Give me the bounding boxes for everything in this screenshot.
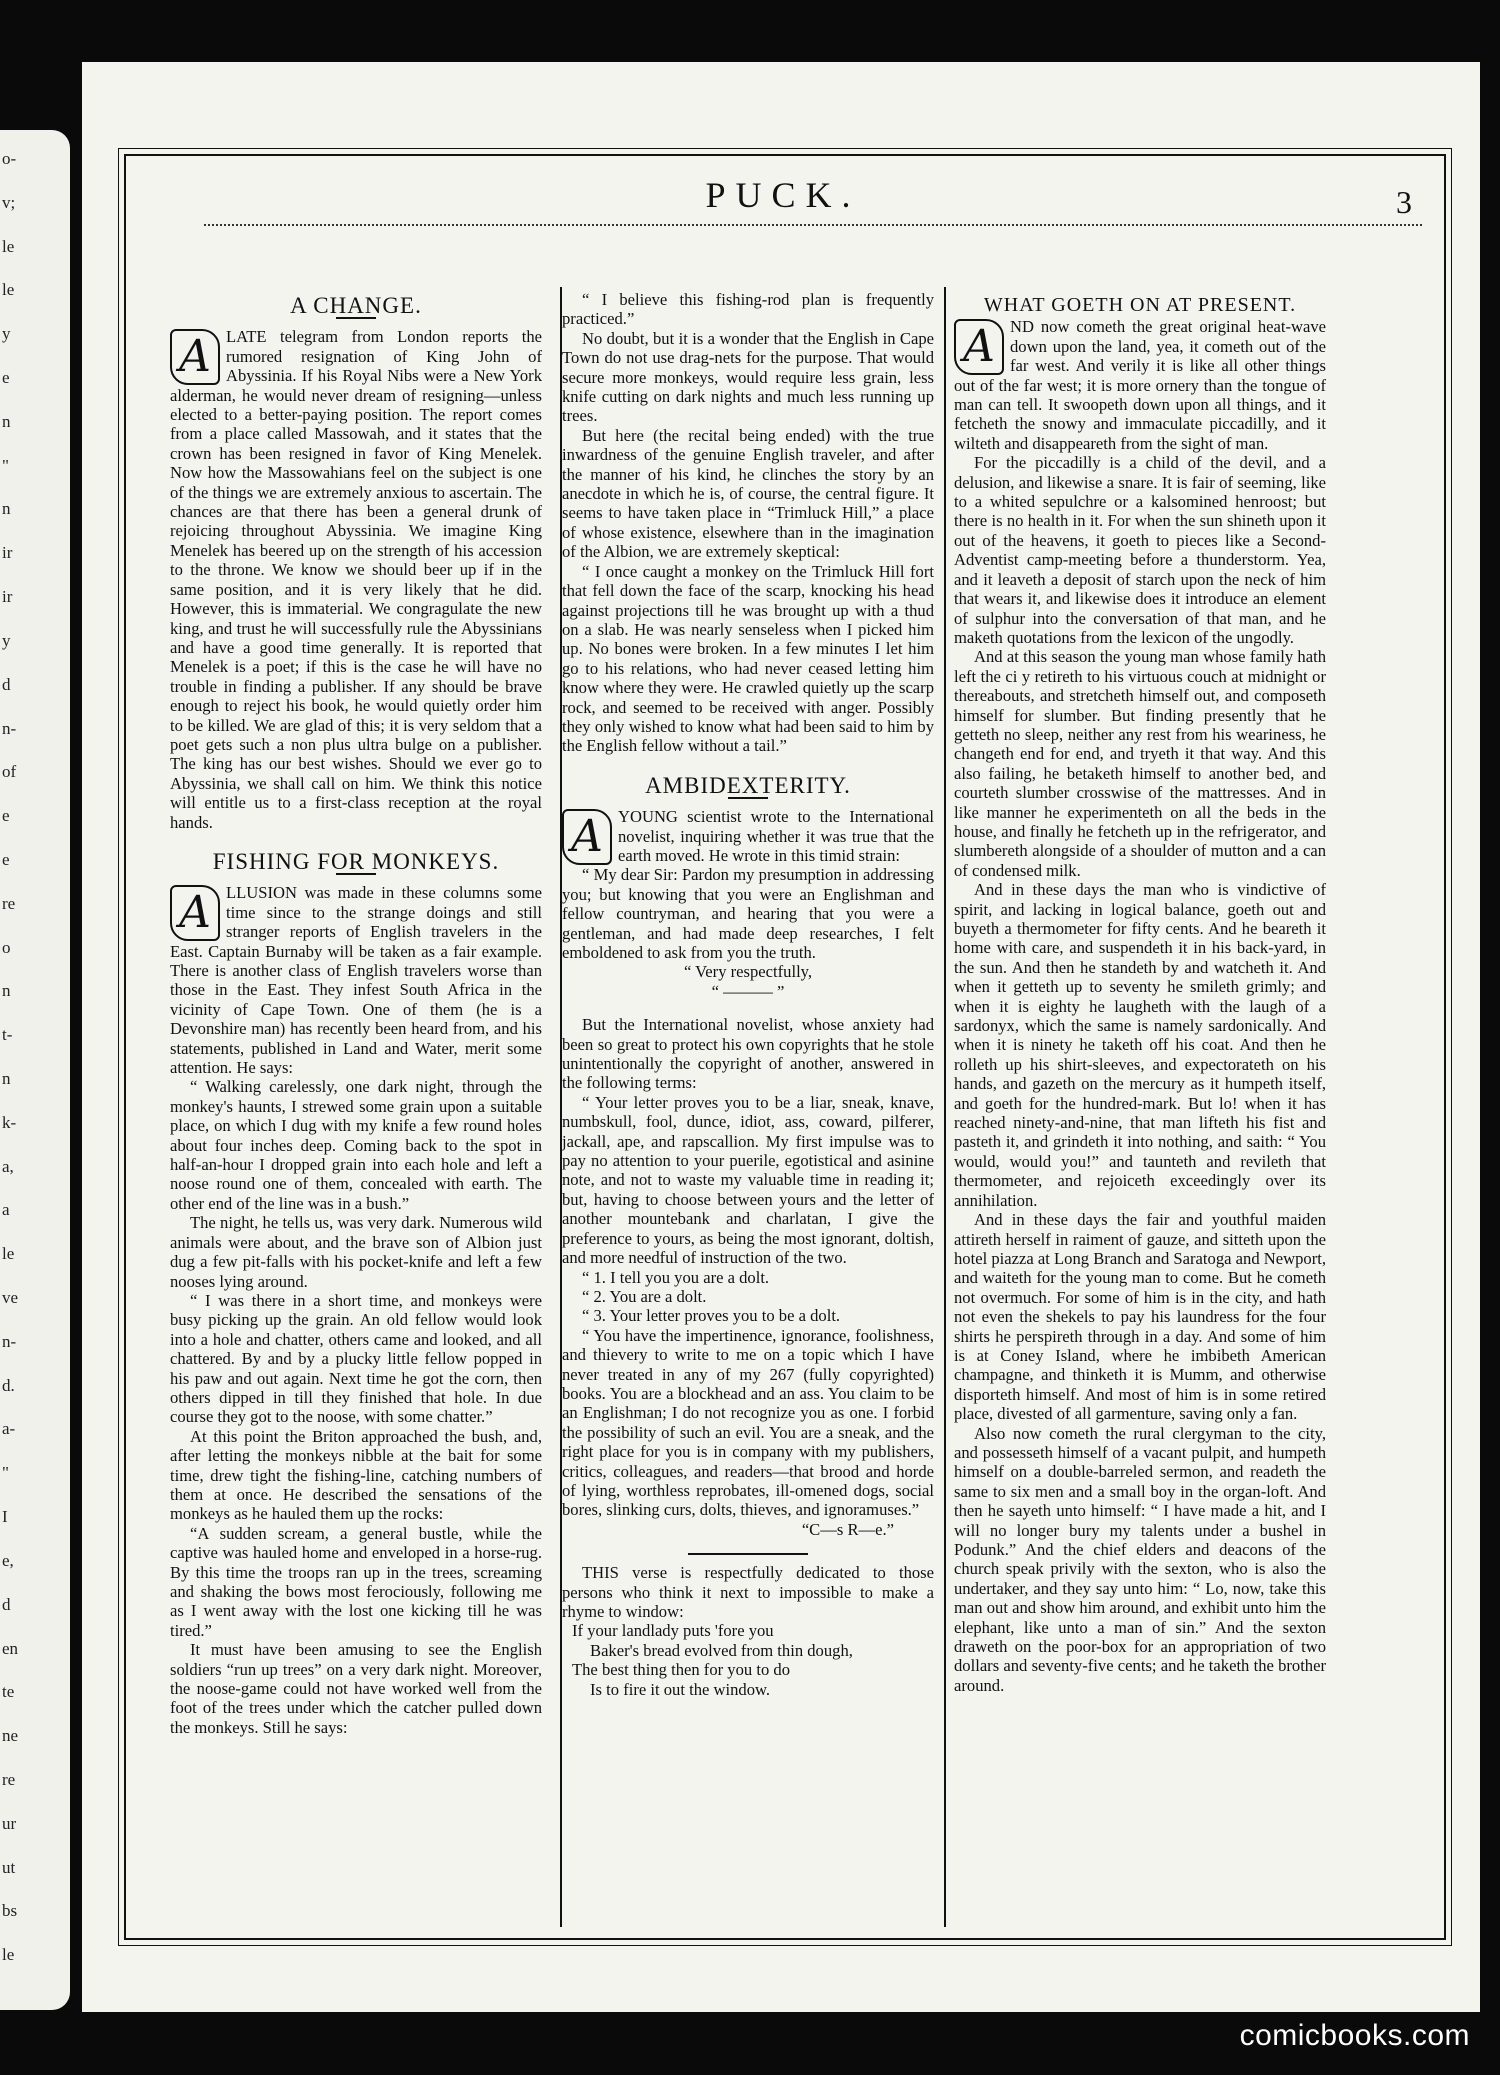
article-paragraph: ND now cometh the great original heat-wave down upon the land, yea, it cometh out of the far west. And verily it is like all other things out of the far west; it is more ornery than the tongue of man can tell. It swoopeth down upon all things, and it fetcheth the snowy and immaculate piccadilly, and it wilteth and disappeareth from the sight of man. bbox=[954, 317, 1326, 453]
article-title-goeth: WHAT GOETH ON AT PRESENT. bbox=[983, 294, 1297, 316]
header-rule bbox=[204, 224, 1422, 226]
adjacent-page-fragment: y bbox=[2, 630, 11, 650]
adjacent-page-fragment: v; bbox=[2, 192, 16, 212]
article-paragraph: The night, he tells us, was very dark. Numerous wild animals were about, and the brave son of Albion just dug a few pit-falls with his pocket-knife and left a few nooses lying around. bbox=[170, 1213, 542, 1291]
newspaper-page bbox=[82, 62, 1480, 2012]
adjacent-page-fragment: e bbox=[2, 368, 10, 388]
adjacent-page-fragment: le bbox=[2, 280, 15, 300]
article-paragraph: “ Your letter proves you to be a liar, sneak, knave, numbskull, fool, dunce, idiot, ass, coward, pilferer, jackall, ape, and rapscallion. My first impulse was to pay no attention to your puerile, egotistical and asinine note, and not to waste my valuable time in reading it; but, having to choose between yours and the letter of another mountebank and charlatan, I give the preference to yours, as being the most ignorant, doltish, and more needful of instruction of the two. bbox=[562, 1092, 934, 1268]
column-2 bbox=[552, 290, 944, 1910]
article-paragraph: “ I was there in a short time, and monkeys were busy picking up the grain. An old fellow would look into a hole and chatter, others came and looked, and all chattered. By and by a plucky little fellow popped in his paw and out again. Next time he got the corn, then others dipped in till they finished that hole. In due course they got to the noose, with some chatter.” bbox=[170, 1290, 542, 1427]
adjacent-page-fragment: ur bbox=[2, 1813, 17, 1833]
adjacent-page-fragment: " bbox=[2, 1463, 9, 1483]
adjacent-page-fragment: a, bbox=[2, 1156, 14, 1176]
adjacent-page-edge bbox=[0, 130, 70, 2010]
letter-closing: “ Very respectfully, bbox=[683, 962, 813, 982]
verse-intro: THIS verse is respectfully dedicated to those persons who think it next to impossible to make a rhyme to window: bbox=[562, 1563, 934, 1621]
verse-line: Baker's bread evolved from thin dough, bbox=[590, 1640, 853, 1660]
adjacent-page-fragment: n bbox=[2, 499, 11, 519]
adjacent-page-fragment: n bbox=[2, 411, 11, 431]
adjacent-page-fragment: a- bbox=[2, 1419, 16, 1439]
adjacent-page-fragment: of bbox=[2, 762, 17, 782]
adjacent-page-fragment: en bbox=[2, 1638, 19, 1658]
verse-line: Is to fire it out the window. bbox=[590, 1679, 771, 1699]
page-number: 3 bbox=[1396, 184, 1412, 220]
article-paragraph: “ I once caught a monkey on the Trimluck Hill fort that fell down the face of the scarp, knocking his head against projections till he was brought up with a thud on a slab. He was nearly senseless when I picked him up. No bones were broken. In a few minutes I let him go to his relations, who had never ceased letting him know where they were. He crawled quietly up the scarp rock, and seemed to be received with anger. Possibly they only wished to know what had been said to him by the English fellow without a tail.” bbox=[562, 561, 934, 756]
adjacent-page-fragment: re bbox=[2, 893, 16, 913]
article-paragraph: “ You have the impertinence, ignorance, foolishness, and thievery to write to me on a topic which I have never treated in any of my 267 (fully copyrighted) books. You are a blockhead and an ass. You claim to be an Englishman; I do not recognize you as one. I forbid the possibility of such an evil. You are a sneak, and the right place for you is in company with my publishers, critics, colleagues, and readers—that brood and horde of lying, worthless reprobates, ill-omened dogs, social bores, slinking curs, dolts, thieves, and ignoramuses.” bbox=[562, 1325, 934, 1520]
article-paragraph: “ I believe this fishing-rod plan is frequently practiced.” bbox=[562, 290, 934, 329]
adjacent-page-fragment: n- bbox=[2, 718, 17, 738]
verse-line: If your landlady puts 'fore you bbox=[572, 1621, 774, 1641]
article-paragraph: “ 2. You are a dolt. bbox=[582, 1286, 707, 1306]
adjacent-page-fragment: I bbox=[2, 1507, 8, 1527]
article-paragraph: “ Walking carelessly, one dark night, through the monkey's haunts, I strewed some grain upon a suitable place, on which I dug with my knife a few round holes about four inches deep. Coming back to the spot in half-an-hour I dropped grain into each hole and left a noose round one of them, concealed with earth. The other end of the line was in a bush.” bbox=[170, 1077, 542, 1213]
article-paragraph: LATE telegram from London reports the rumored resignation of King John of Abyssinia. If his Royal Nibs were a New York alderman, he would never dream of resigning—unless elected to a better-paying position. The report comes from a place called Massowah, and it states that the crown has been resigned in favor of King Menelek. Now how the Massowahians feel on the subject is one of the things we are extremely anxious to ascertain. The chances are that there has been a general drunk of rejoicing throughout Abyssinia. We imagine King Menelek has beered up on the strength of his accession to the throne. We know we should beer up if in the same position, and it is very likely that he did. However, this is immaterial. We congragulate the new king, and trust he will successfully rule the Abyssinians and have a good time generally. It is reported that Menelek is a poet; if this is the case he will have no trouble in finding a publisher. If any should be brave enough to reject his book, he would quietly order him to be killed. We are glad of this; it is very seldom that a poet gets such a non plus ultra bulge on a publisher. The king has our best wishes. Should we ever go to Abyssinia, we shall call on him. We think this notice will entitle us to a first-class reception at the royal hands. bbox=[170, 327, 542, 832]
article-paragraph: LLUSION was made in these columns some time since to the strange doings and still stranger reports of English travelers in the East. Captain Burnaby will be taken as a fair example. There is another class of English travelers worse than those in the East. They infest South Africa in the vicinity of Cape Town. One of them (he is a Devonshire man) has recently been heard from, and his statements, published in Land and Water, merit some attention. He says: bbox=[170, 883, 542, 1078]
adjacent-page-fragment: te bbox=[2, 1682, 15, 1702]
article-paragraph: “A sudden scream, a general bustle, while the captive was hauled home and enveloped in a horse-rug. By this time the troops ran up in the trees, screaming and shaking the bows most ferociously, following me as I went away with the lost one kicking till he was tired.” bbox=[170, 1523, 542, 1640]
article-paragraph: But here (the recital being ended) with the true inwardness of the genuine English traveler, and after the manner of his kind, he clinches the story by an anecdote in which he is, of course, the central figure. It seems to have taken place in “Trimluck Hill,” a place of whose existence, elsewhere than in the imagination of the Albion, we are extremely skeptical: bbox=[562, 425, 934, 562]
article-title-ambidexterity: AMBIDEXTERITY. bbox=[645, 772, 851, 798]
adjacent-page-fragment: d. bbox=[2, 1375, 15, 1395]
adjacent-page-fragment: bs bbox=[2, 1901, 18, 1921]
adjacent-page-fragment: y bbox=[2, 324, 11, 344]
article-title-monkeys: FISHING FOR MONKEYS. bbox=[212, 848, 500, 874]
dropcap: A bbox=[562, 809, 612, 865]
watermark: comicbooks.com bbox=[1239, 2019, 1470, 2052]
adjacent-page-fragment: le bbox=[2, 1244, 15, 1264]
adjacent-page-fragment: e bbox=[2, 849, 10, 869]
adjacent-page-fragment: ve bbox=[2, 1288, 19, 1308]
adjacent-page-fragment: o- bbox=[2, 149, 17, 168]
letter-text: “ My dear Sir: Pardon my presumption in addressing you; but knowing that you were an Englishman and fellow countryman, and hearing that you were a gentleman, and had made deep researches, I felt emboldened to ask from you the truth. bbox=[562, 865, 934, 962]
adjacent-page-fragment: le bbox=[2, 236, 15, 256]
adjacent-page-fragment: ut bbox=[2, 1857, 16, 1877]
dropcap: A bbox=[170, 329, 220, 385]
article-paragraph: For the piccadilly is a child of the devil, and a delusion, and likewise a snare. It is fair of seeming, like to a whited sepulchre or a kalsomined henroost; but there is no health in it. For when the sun shineth upon it out of the heavens, it goeth to pieces like a Second-Adventist camp-meeting before a thunderstorm. Yea, and it leaveth a deposit of starch upon the neck of him that wears it, and likewise does it introduce an element of sulphur into the conversation of that man, and he maketh quotations from the lexicon of the ungodly. bbox=[954, 453, 1326, 647]
adjacent-page-fragment: n bbox=[2, 981, 11, 1001]
adjacent-page-fragment: e bbox=[2, 806, 10, 826]
article-paragraph: YOUNG scientist wrote to the International novelist, inquiring whether it was true that the earth moved. He wrote in this timid strain: bbox=[618, 807, 934, 865]
article-paragraph: And in these days the man who is vindictive of spirit, and lacking in logical balance, goeth out and buyeth a thermometer for fifty cents. And he beareth it home with care, and suspendeth it in his back-yard, in the sun. And then he standeth by and watcheth it. And when it getteth up to seventy he smileth grimly; and when it is eighty he laugheth with the laugh of a sardonyx, which the same is namely sardonically. And when it is ninety he taketh off his coat. And then he rolleth up his shirt-sleeves, and expectorateth on his hands, and gazeth on the mercury as it humpeth itself, and goeth for the hundred-mark. But lo! when it has reached ninety-and-nine, that man lifteth his fist and pasteth it, and grindeth it into nothing, and saith: “ You would, would you!” and taunteth and revileth that thermometer, and rejoiceth exceedingly over its annihilation. bbox=[954, 880, 1326, 1210]
article-paragraph: “ 1. I tell you you are a dolt. bbox=[582, 1267, 770, 1287]
adjacent-page-fragment: " bbox=[2, 455, 9, 475]
adjacent-page-fragment: re bbox=[2, 1769, 16, 1789]
adjacent-page-fragment: ir bbox=[2, 587, 13, 607]
reply-signature: “C—s R—e.” bbox=[801, 1519, 894, 1539]
article-paragraph: At this point the Briton approached the bush, and, after letting the monkeys nibble at the bait for some time, drew tight the fishing-line, catching numbers of them at once. He described the sensations of the monkeys as he hauled them up the rocks: bbox=[170, 1426, 542, 1524]
letter-signature: “ ——— ” bbox=[711, 981, 785, 1001]
column-1 bbox=[160, 290, 552, 1910]
adjacent-page-fragment: ne bbox=[2, 1726, 19, 1746]
dropcap: A bbox=[954, 319, 1004, 375]
adjacent-page-fragment: d bbox=[2, 674, 11, 694]
adjacent-page-fragment: a bbox=[2, 1200, 10, 1220]
masthead: PUCK. bbox=[705, 175, 861, 215]
adjacent-page-fragment: ir bbox=[2, 543, 13, 563]
column-3 bbox=[944, 290, 1336, 1910]
article-paragraph: No doubt, but it is a wonder that the English in Cape Town do not use drag-nets for the purpose. That would secure more monkeys, would require less grain, less knife cutting on dark nights and much less running up trees. bbox=[562, 328, 934, 426]
adjacent-page-fragment: n- bbox=[2, 1331, 17, 1351]
article-paragraph: And in these days the fair and youthful maiden attireth herself in raiment of gauze, and sitteth upon the hotel piazza at Long Branch and Saratoga and Newport, and waiteth for the young man to come. But he cometh not overmuch. For some of him is in the city, and hath not even the shekels to pay his laundress for the four shirts he perspireth through in a day. And some of him is at Coney Island, where he imbibeth American champagne, and thinketh it is Mumm, and otherwise disporteth himself. And most of him is in some retired place, divested of all garmenture, saving only a fan. bbox=[954, 1210, 1326, 1424]
article-paragraph: Also now cometh the rural clergyman to the city, and possesseth himself of a vacant pulpit, and humpeth himself on a double-barreled sermon, and readeth the same to six men and a small boy in the organ-loft. And then he sayeth unto himself: “ I have made a hit, and I will no longer bury my talents under a bushel in Podunk.” And the chief elders and deacons of the church speak privily with the sexton, who is also the undertaker, and they say unto him: “ Lo, now, take this man out and show him around, and exhibit unto him the elephant, like unto a man of sin.” And the sexton draweth on the poor-box for an appropriation of two dollars and seventy-five cents; and he taketh the brother around. bbox=[954, 1423, 1326, 1695]
page-header bbox=[124, 174, 1442, 234]
adjacent-page-fragment: le bbox=[2, 1945, 15, 1965]
dropcap: A bbox=[170, 885, 220, 941]
article-paragraph: And at this season the young man whose family hath left the ci y retireth to his virtuous couch at midnight or thereabouts, and stretcheth himself out, and composeth himself for slumber. But finding presently that he getteth no sleep, neither any rest from his weariness, he changeth end for end, and tryeth it that way. And this also failing, he betaketh himself to another bed, and courteth slumber crosswise of the mattresses. And in like manner he experimenteth on all the beds in the house, and finally he fetcheth up in the refrigerator, and slumbereth alongside of a shoulder of mutton and a can of condensed milk. bbox=[954, 647, 1326, 880]
section-rule bbox=[688, 1553, 808, 1555]
article-paragraph: “ 3. Your letter proves you to be a dolt. bbox=[582, 1306, 841, 1326]
article-paragraph: But the International novelist, whose anxiety had been so great to protect his own copyrights that he stole unintentionally the copyright of another, answered in the following terms: bbox=[562, 1015, 934, 1093]
adjacent-page-fragment: d bbox=[2, 1594, 11, 1614]
adjacent-page-fragment: n bbox=[2, 1069, 11, 1088]
adjacent-page-fragment: e, bbox=[2, 1550, 14, 1570]
adjacent-page-fragment: o bbox=[2, 937, 11, 957]
adjacent-page-fragment: t- bbox=[2, 1025, 13, 1045]
article-paragraph: It must have been amusing to see the English soldiers “run up trees” on a very dark night. Moreover, the noose-game could not have worked well from the foot of the trees under which the catcher pulled down the monkeys. Still he says: bbox=[170, 1640, 542, 1737]
article-title-change: A CHANGE. bbox=[290, 293, 422, 318]
verse-line: The best thing then for you to do bbox=[572, 1660, 790, 1680]
adjacent-page-fragment: k- bbox=[2, 1112, 17, 1132]
